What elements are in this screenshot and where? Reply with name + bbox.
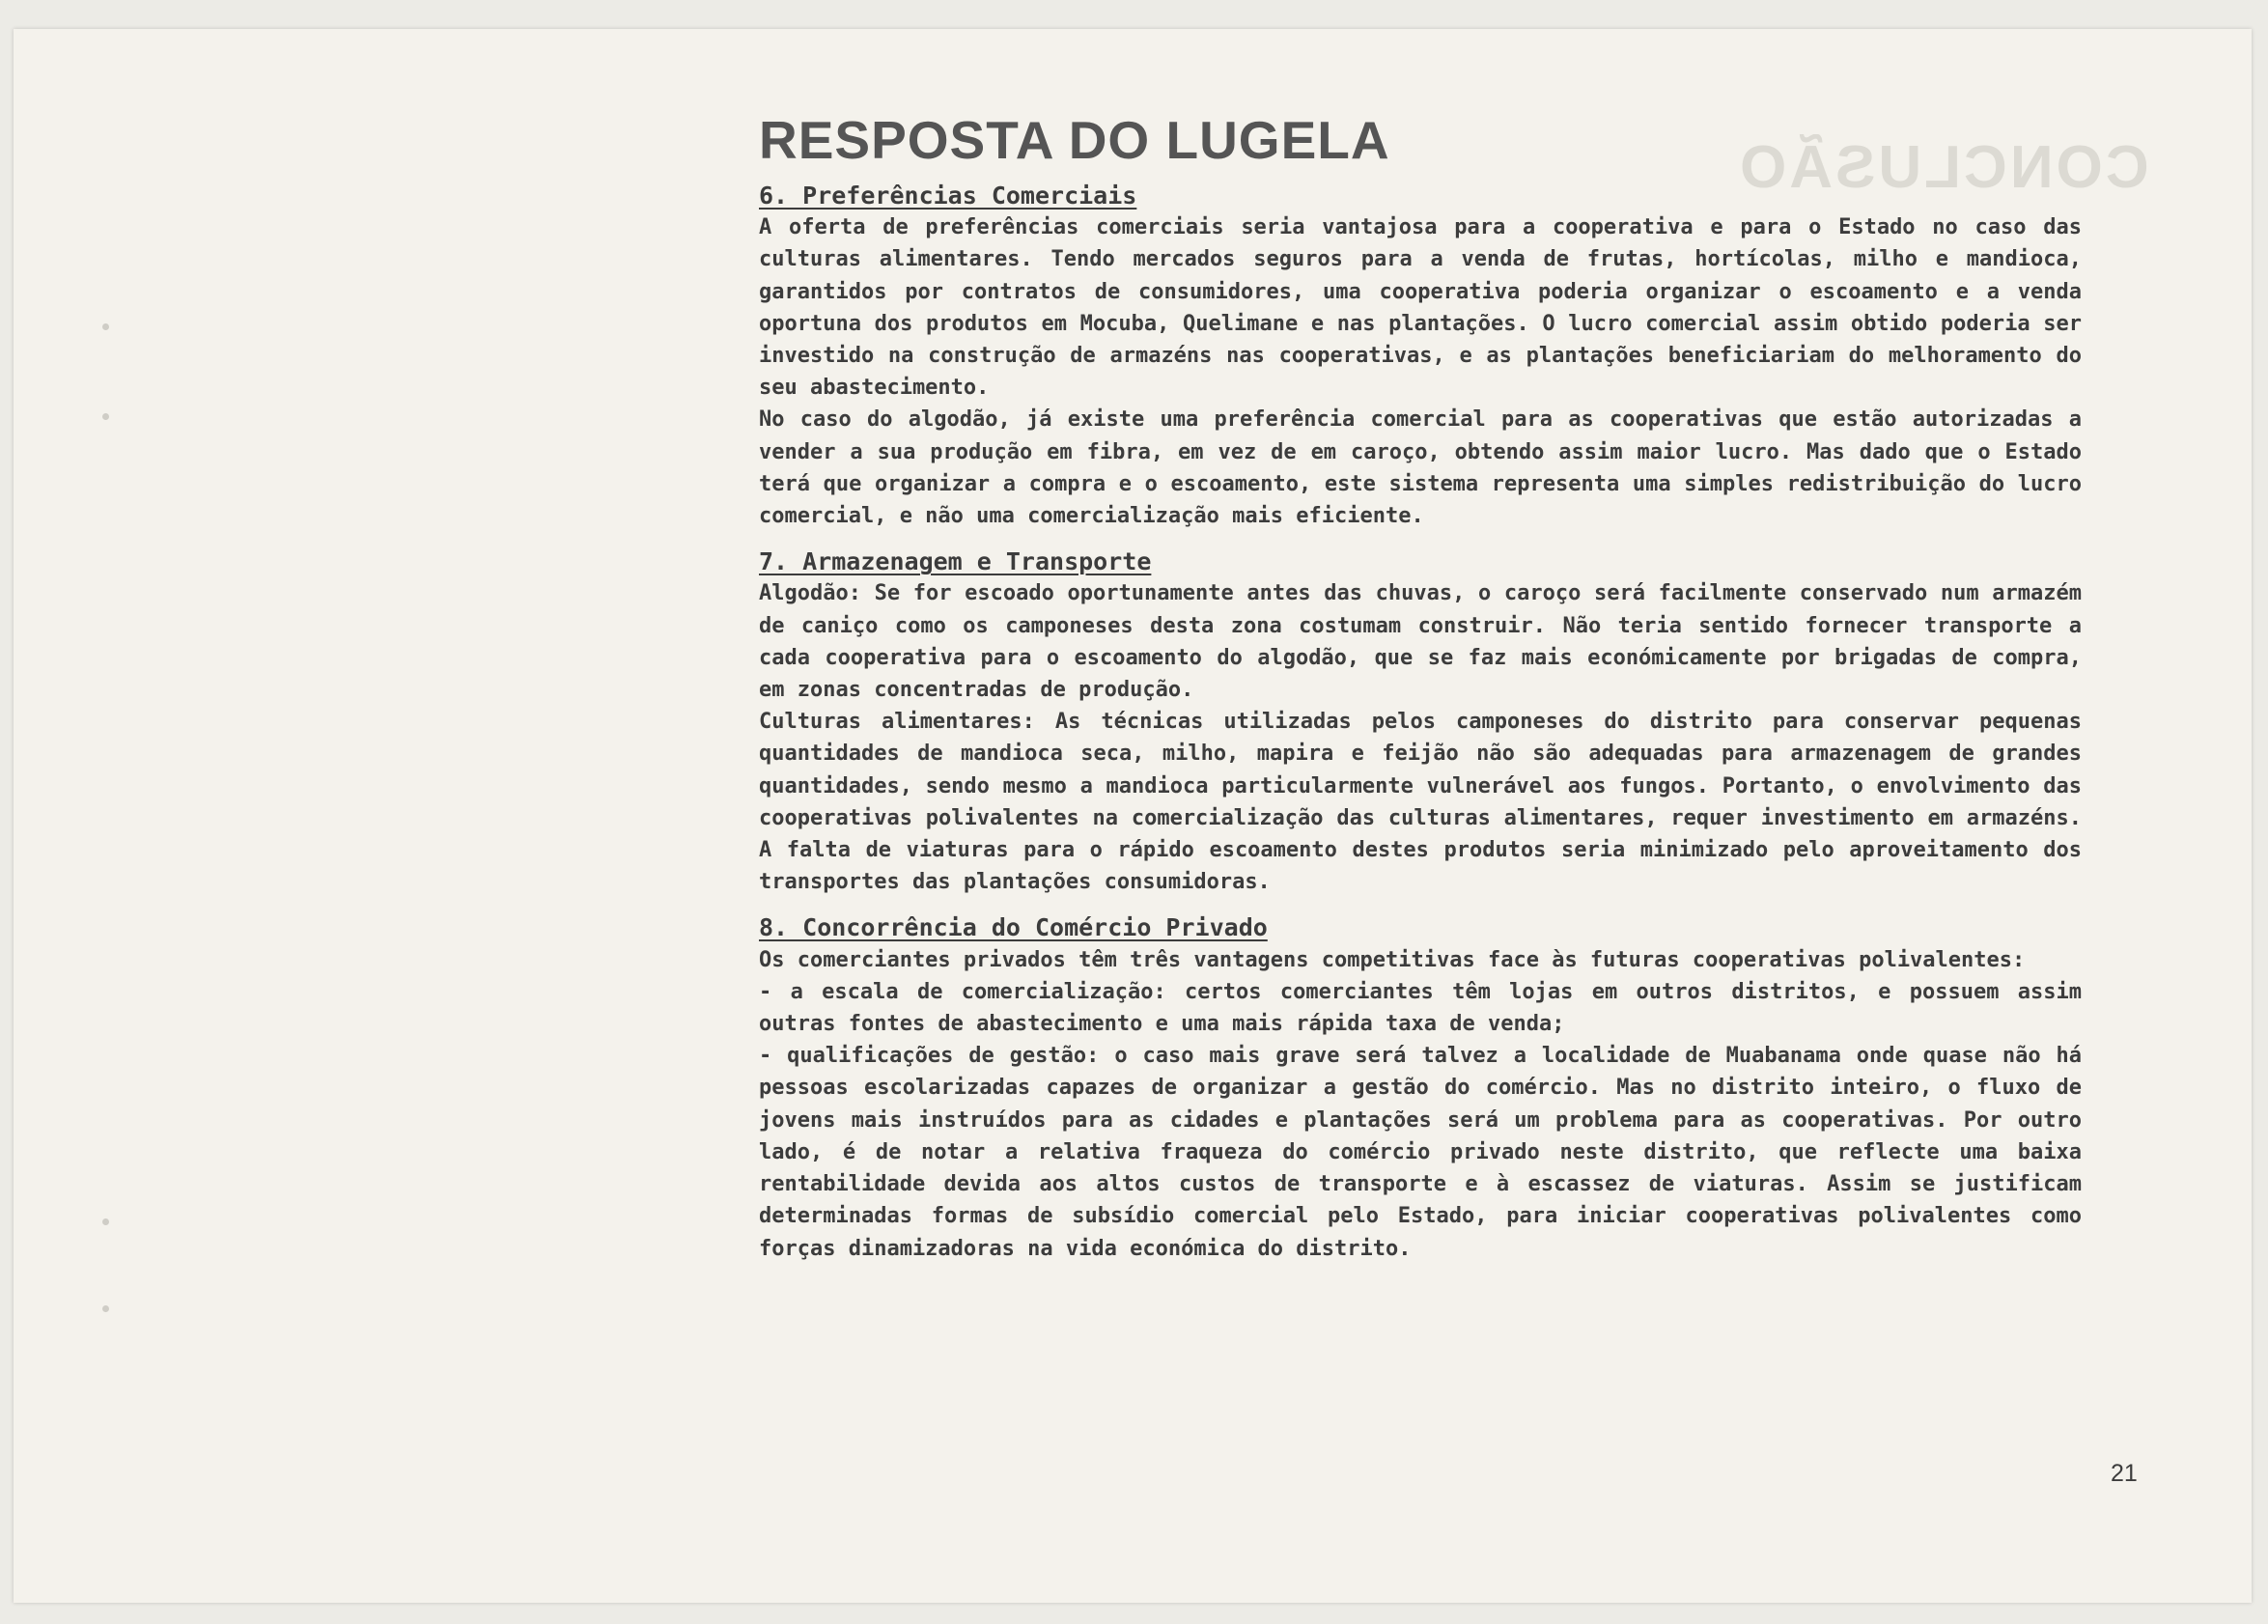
section-heading: 8. Concorrência do Comércio Privado [759,913,1268,942]
section-preferencias-comerciais [759,180,2082,532]
paragraph: Culturas alimentares: As técnicas utilizadas pelos camponeses do distrito para conservar pequenas quantidades de mandioca seca, milho, mapira e feijão não são adequadas para armazenagem de grandes quantidades, sendo mesmo a mandioca particularmente vulnerável aos fungos. Portanto, o envolvimento das cooperativas polivalentes na comercialização das culturas alimentares, requer investimento em armazéns. A falta de viaturas para o rápido escoamento destes produtos seria minimizado pelo aproveitamento dos transportes das plantações consumidoras. [759,710,2082,895]
paragraph: No caso do algodão, já existe uma preferência comercial para as cooperativas que estão autorizadas a vender a sua produção em fibra, em vez de em caroço, obtendo assim maior lucro. Mas dado que o Estado terá que organizar a compra e o escoamento, este sistema representa uma simples redistribuição do lucro comercial, e não uma comercialização mais eficiente. [759,407,2082,529]
paragraph: Algodão: Se for escoado oportunamente antes das chuvas, o caroço será facilmente conservado num armazém de caniço como os camponeses desta zona costumam construir. Não teria sentido fornecer transporte a cada cooperativa para o escoamento do algodão, que se faz mais económicamente por brigadas de compra, em zonas concentradas de produção. [759,581,2082,703]
punch-hole-mark [102,1305,109,1312]
punch-hole-mark [102,1218,109,1225]
section-concorrencia-comercio-privado [759,911,2082,1264]
section-heading: 7. Armazenagem e Transporte [759,547,1152,576]
paragraph: Os comerciantes privados têm três vantagens competitivas face às futuras cooperativas polivalentes: [759,947,2026,972]
paragraph: A oferta de preferências comerciais seria vantajosa para a cooperativa e para o Estado no caso das culturas alimentares. Tendo mercados seguros para a venda de frutas, hortícolas, milho e mandioca, garantidos por contratos de consumidores, uma cooperativa poderia organizar o escoamento e a venda oportuna dos produtos em Mocuba, Quelimane e nas plantações. O lucro comercial assim obtido poderia ser investido na construção de armazéns nas cooperativas, e as plantações beneficiariam do melhoramento do seu abastecimento. [759,215,2082,401]
page-number: 21 [2111,1460,2138,1487]
section-heading: 6. Preferências Comerciais [759,182,1137,210]
punch-hole-mark [102,413,109,420]
list-item: - a escala de comercialização: certos comerciantes têm lojas em outros distritos, e possuem assim outras fontes de abastecimento e uma mais rápida taxa de venda; [759,979,2082,1037]
main-content [759,108,2082,1265]
section-armazenagem-transporte [759,546,2082,898]
list-item: - qualificações de gestão: o caso mais grave será talvez a localidade de Muabanama onde quase não há pessoas escolarizadas capazes de organizar a gestão do comércio. Mas no distrito inteiro, o fluxo de jovens mais instruídos para as cidades e plantações será um problema para as cooperativas. Por outro lado, é de notar a relativa fraqueza do comércio privado neste distrito, que reflecte uma baixa rentabilidade devida aos altos custos de transporte e à escassez de viaturas. Assim se justificam determinadas formas de subsídio comercial pelo Estado, para iniciar cooperativas polivalentes como forças dinamizadoras na vida económica do distrito. [759,1044,2082,1261]
page-title: RESPOSTA DO LUGELA [759,110,1390,170]
punch-hole-mark [102,323,109,330]
show-through-ghost-text: CONCLUSÃO [1737,134,2149,201]
